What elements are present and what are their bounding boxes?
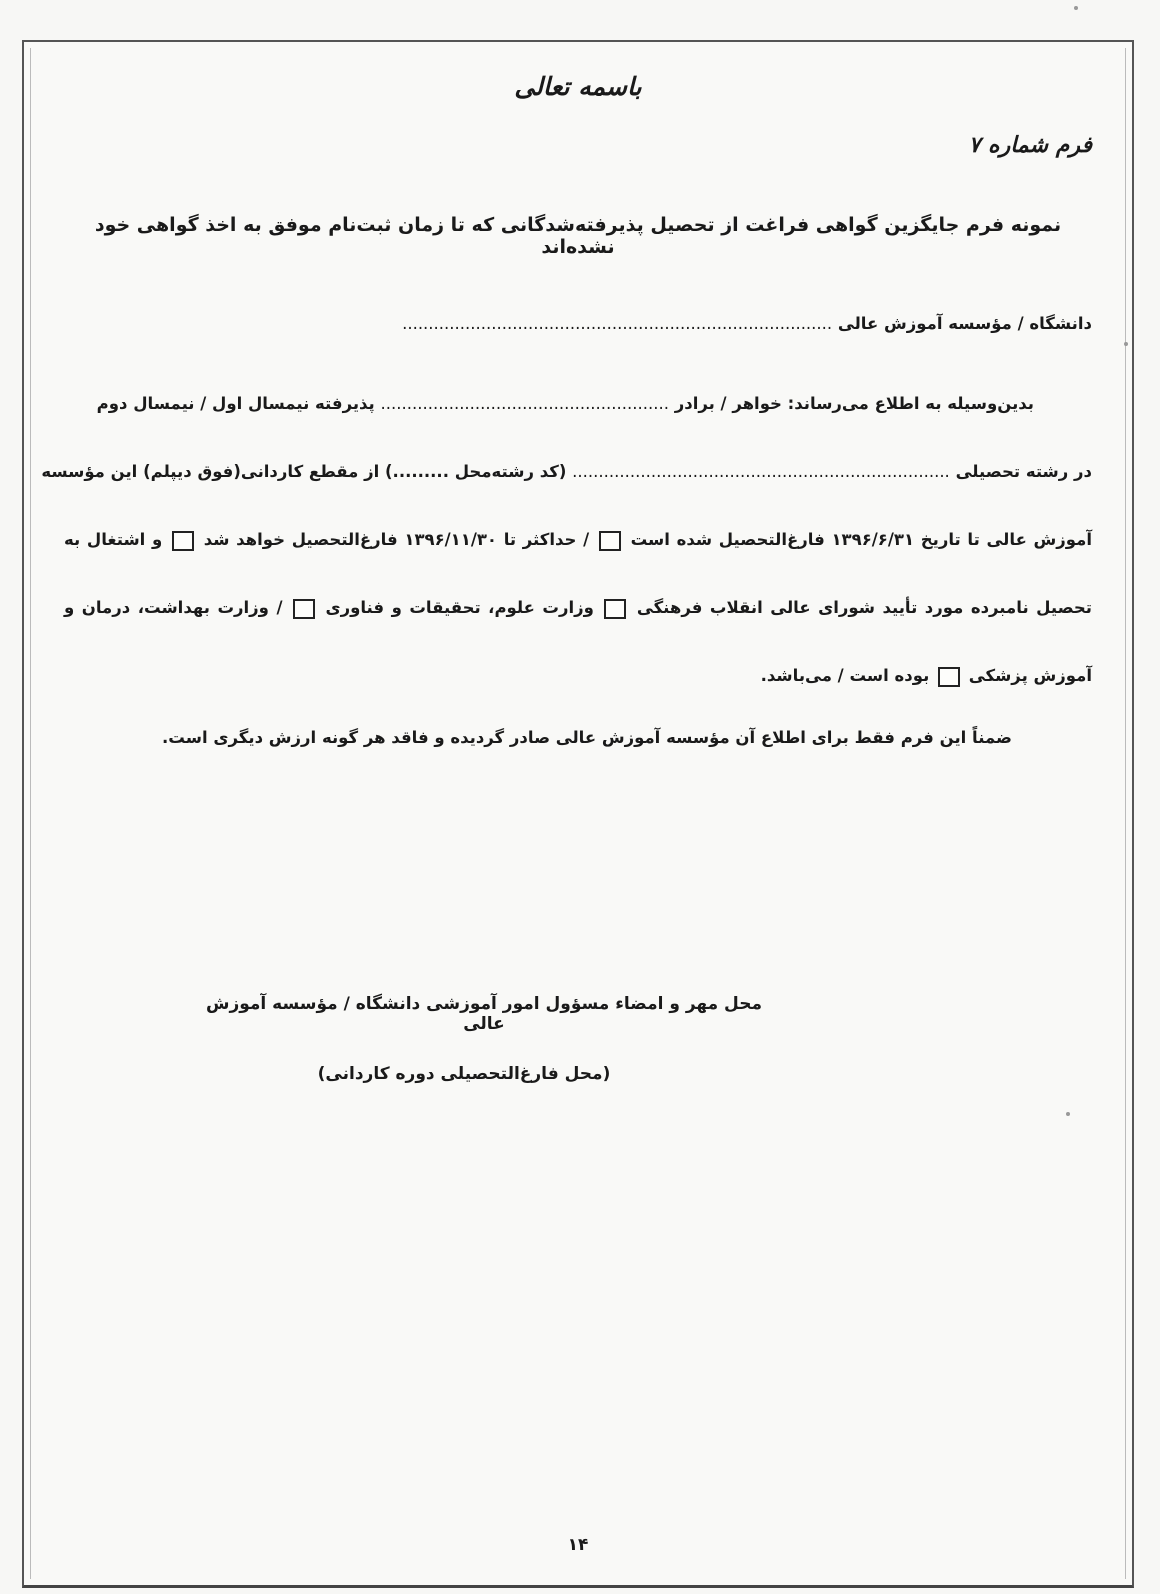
body-line-2 bbox=[41, 462, 1092, 481]
line3-text-c: و اشتغال به bbox=[64, 530, 163, 549]
university-label: دانشگاه / مؤسسه آموزش عالی bbox=[837, 314, 1092, 333]
line2-text-a: در رشته تحصیلی bbox=[955, 462, 1092, 481]
body-line-5 bbox=[64, 666, 1092, 687]
page-number: ۱۴ bbox=[567, 1535, 589, 1555]
body-line-1 bbox=[64, 394, 1034, 413]
signature-line-2: (محل فارغ‌التحصیلی دوره کاردانی) bbox=[317, 1064, 611, 1084]
body-line-4 bbox=[64, 598, 1092, 619]
scan-speck bbox=[1074, 6, 1078, 10]
basmala-heading: باسمه تعالی bbox=[514, 72, 642, 101]
line1-text-a: بدین‌وسیله به اطلاع می‌رساند: خواهر / برادر bbox=[674, 394, 1034, 413]
line5-text-a: آموزش پزشکی bbox=[968, 666, 1092, 685]
line2-text-b: (کد رشته‌محل .........) از مقطع کاردانی(فوق دیپلم) این مؤسسه bbox=[41, 462, 567, 481]
scan-speck bbox=[1066, 1112, 1070, 1116]
graduated-checkbox[interactable] bbox=[599, 531, 621, 551]
scan-speck bbox=[1124, 342, 1128, 346]
line3-text-a: آموزش عالی تا تاریخ ۱۳۹۶/۶/۳۱ فارغ‌التحصیل شده است bbox=[630, 530, 1093, 549]
science-ministry-checkbox[interactable] bbox=[293, 599, 315, 619]
university-line bbox=[64, 314, 1092, 333]
line4-text-c: / وزارت بهداشت، درمان و bbox=[64, 598, 283, 617]
note-line: ضمناً این فرم فقط برای اطلاع آن مؤسسه آموزش عالی صادر گردیده و فاقد هر گونه ارزش دیگری است. bbox=[162, 728, 1012, 747]
line3-text-b: / حداکثر تا ۱۳۹۶/۱۱/۳۰ فارغ‌التحصیل خواهد شد bbox=[203, 530, 590, 549]
line1-text-b: پذیرفته نیمسال اول / نیمسال دوم bbox=[96, 394, 375, 413]
student-name-blank[interactable]: ....................................................... bbox=[380, 394, 669, 413]
form-page bbox=[22, 40, 1134, 1588]
health-ministry-checkbox[interactable] bbox=[938, 667, 960, 687]
cultural-council-checkbox[interactable] bbox=[604, 599, 626, 619]
form-number-label: فرم شماره ۷ bbox=[968, 132, 1092, 158]
will-graduate-checkbox[interactable] bbox=[172, 531, 194, 551]
university-blank[interactable]: .................................................................................. bbox=[402, 314, 833, 333]
line5-text-b: بوده است / می‌باشد. bbox=[760, 666, 930, 685]
field-of-study-blank[interactable]: ........................................................................ bbox=[572, 462, 950, 481]
body-line-3 bbox=[64, 530, 1092, 551]
form-title: نمونه فرم جایگزین گواهی فراغت از تحصیل پذیرفته‌شدگانی که تا زمان ثبت‌نام موفق به اخذ گواهی خود نشده‌اند bbox=[94, 214, 1062, 258]
line4-text-a: تحصیل نامبرده مورد تأیید شورای عالی انقلاب فرهنگی bbox=[636, 598, 1092, 617]
signature-line-1: محل مهر و امضاء مسؤول امور آموزشی دانشگاه / مؤسسه آموزش عالی bbox=[205, 994, 763, 1034]
line4-text-b: وزارت علوم، تحقیقات و فناوری bbox=[325, 598, 594, 617]
